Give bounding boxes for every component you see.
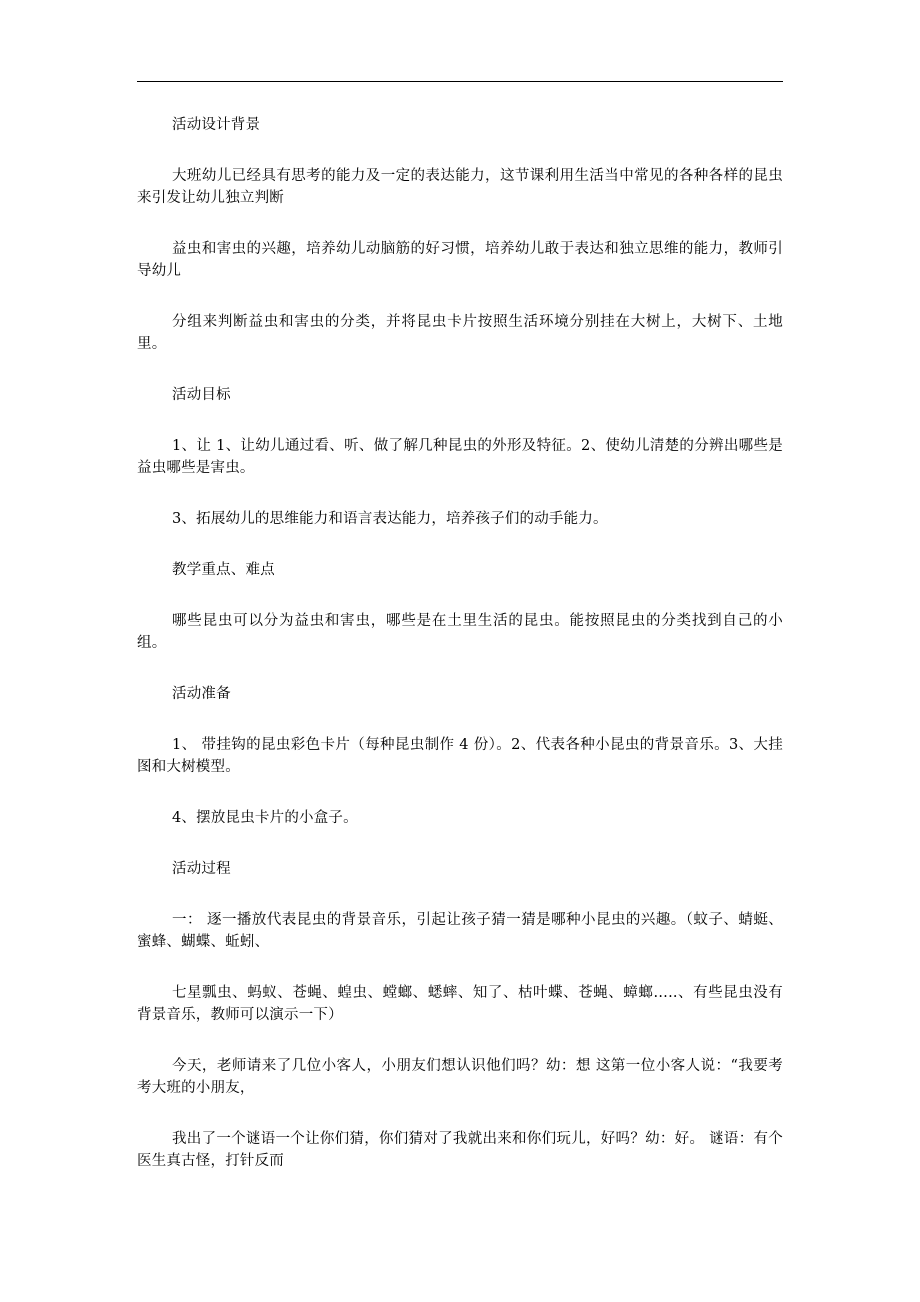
paragraph: 4、摆放昆虫卡片的小盒子。	[172, 810, 358, 826]
paragraph: 七星瓢虫、蚂蚁、苍蝇、蝗虫、螳螂、蟋蟀、知了、枯叶蝶、苍蝇、蟑螂…..、有些昆虫没有背景音乐，教师可以演示一下）	[137, 985, 783, 1023]
paragraph: 大班幼儿已经具有思考的能力及一定的表达能力，这节课利用生活当中常见的各种各样的昆虫来引发让幼儿独立判断	[137, 168, 783, 206]
paragraph: 1、 带挂钩的昆虫彩色卡片（每种昆虫制作 4 份）。2、代表各种小昆虫的背景音乐。3、大挂图和大树模型。	[137, 737, 783, 775]
section-heading: 活动过程	[172, 861, 231, 877]
section-heading: 活动设计背景	[172, 117, 261, 133]
paragraph: 今天，老师请来了几位小客人，小朋友们想认识他们吗？幼：想 这第一位小客人说：“我要考考大班的小朋友，	[137, 1058, 783, 1096]
paragraph: 分组来判断益虫和害虫的分类，并将昆虫卡片按照生活环境分别挂在大树上，大树下、土地里。	[137, 314, 783, 352]
section-heading: 教学重点、难点	[172, 562, 275, 578]
section-heading: 活动目标	[172, 387, 231, 403]
paragraph: 我出了一个谜语一个让你们猜，你们猜对了我就出来和你们玩儿，好吗？幼：好。 谜语：有个医生真古怪，打针反而	[137, 1131, 783, 1169]
paragraph: 1、让 1、让幼儿通过看、听、做了解几种昆虫的外形及特征。2、使幼儿清楚的分辨出哪些是益虫哪些是害虫。	[137, 438, 783, 476]
section-heading: 活动准备	[172, 686, 231, 702]
paragraph: 哪些昆虫可以分为益虫和害虫，哪些是在土里生活的昆虫。能按照昆虫的分类找到自己的小组。	[137, 613, 783, 651]
document-body	[137, 114, 783, 1201]
paragraph: 益虫和害虫的兴趣，培养幼儿动脑筋的好习惯，培养幼儿敢于表达和独立思维的能力，教师引导幼儿	[137, 241, 783, 279]
header-rule	[137, 81, 783, 82]
paragraph: 3、拓展幼儿的思维能力和语言表达能力，培养孩子们的动手能力。	[172, 511, 608, 527]
paragraph: 一： 逐一播放代表昆虫的背景音乐，引起让孩子猜一猜是哪种小昆虫的兴趣。（蚊子、蜻蜓、蜜蜂、蝴蝶、蚯蚓、	[137, 912, 783, 950]
